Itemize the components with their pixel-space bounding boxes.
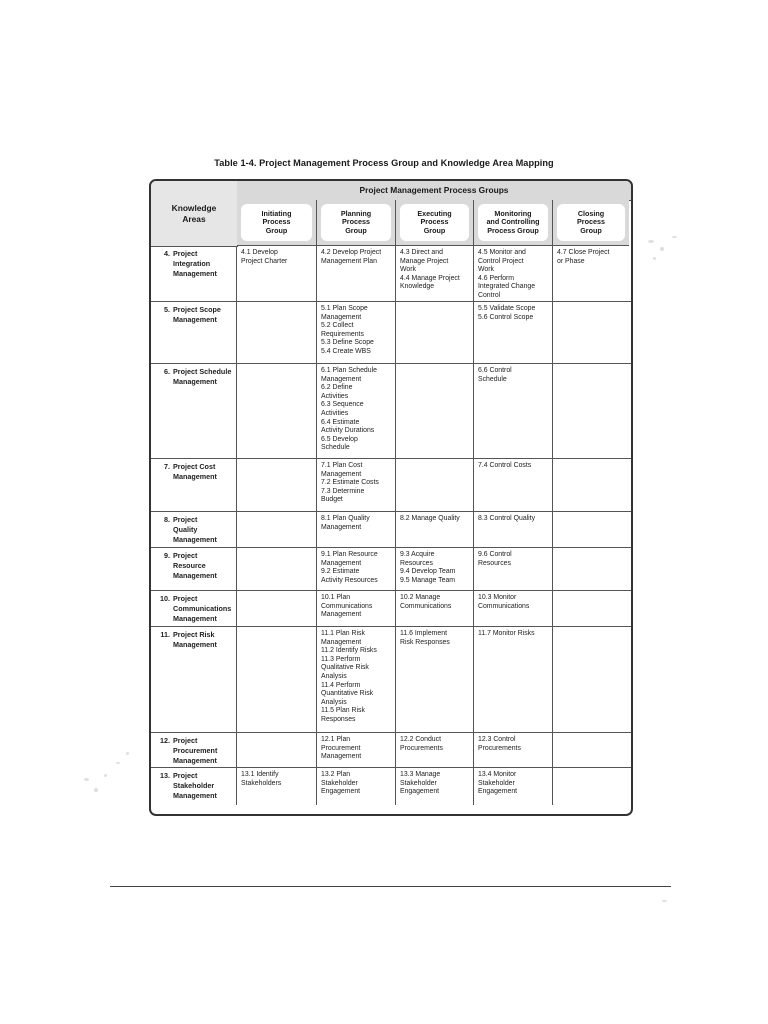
process-cell: 5.5 Validate Scope 5.6 Control Scope bbox=[474, 302, 553, 363]
process-cell: 12.2 Conduct Procurements bbox=[396, 733, 474, 767]
table-row bbox=[151, 364, 631, 459]
column-header-4 bbox=[474, 200, 553, 246]
process-cell bbox=[396, 364, 474, 458]
process-cell: 9.3 Acquire Resources 9.4 Develop Team 9.5 Manage Team bbox=[396, 548, 474, 590]
process-cell: 10.2 Manage Communications bbox=[396, 591, 474, 626]
knowledge-area-cell bbox=[151, 768, 237, 805]
knowledge-area-name: Project Schedule Management bbox=[173, 367, 232, 386]
knowledge-area-number: 7. bbox=[164, 462, 170, 471]
table-title: Table 1-4. Project Management Process Group and Knowledge Area Mapping bbox=[214, 158, 554, 168]
knowledge-area-name: Project Resource Management bbox=[173, 551, 217, 580]
process-cell bbox=[237, 302, 317, 363]
knowledge-area-cell bbox=[151, 459, 237, 511]
process-cell: 8.1 Plan Quality Management bbox=[317, 512, 396, 547]
knowledge-area-name: Project Stakeholder Management bbox=[173, 771, 217, 800]
table-row bbox=[151, 627, 631, 733]
process-cell bbox=[237, 512, 317, 547]
knowledge-areas-header: Knowledge Areas bbox=[151, 181, 238, 247]
process-cell: 13.1 Identify Stakeholders bbox=[237, 768, 317, 805]
knowledge-area-cell bbox=[151, 591, 237, 626]
table-row bbox=[151, 591, 631, 627]
process-cell: 7.4 Control Costs bbox=[474, 459, 553, 511]
knowledge-area-name: Project Integration Management bbox=[173, 249, 217, 278]
knowledge-area-name: Project Communications Management bbox=[173, 594, 232, 623]
process-cell: 8.2 Manage Quality bbox=[396, 512, 474, 547]
knowledge-area-name: Project Cost Management bbox=[173, 462, 217, 481]
process-cell bbox=[553, 459, 629, 511]
process-cell: 6.1 Plan Schedule Management 6.2 Define Activities 6.3 Sequence Activities 6.4 Estimate Activity Durations 6.5 Develop Schedule bbox=[317, 364, 396, 458]
knowledge-area-cell bbox=[151, 246, 237, 301]
knowledge-area-name: Project Scope Management bbox=[173, 305, 221, 324]
process-cell bbox=[553, 364, 629, 458]
knowledge-area-cell bbox=[151, 302, 237, 363]
knowledge-area-number: 11. bbox=[160, 630, 170, 639]
column-header-label: Initiating Process Group bbox=[241, 204, 312, 241]
process-cell: 4.2 Develop Project Management Plan bbox=[317, 246, 396, 301]
process-cell: 12.3 Control Procurements bbox=[474, 733, 553, 767]
process-cell: 8.3 Control Quality bbox=[474, 512, 553, 547]
knowledge-area-cell bbox=[151, 548, 237, 590]
process-cell: 10.3 Monitor Communications bbox=[474, 591, 553, 626]
column-header-3 bbox=[396, 200, 474, 246]
column-header-label: Executing Process Group bbox=[400, 204, 469, 241]
knowledge-area-number: 4. bbox=[164, 249, 170, 258]
process-cell: 12.1 Plan Procurement Management bbox=[317, 733, 396, 767]
process-cell: 5.1 Plan Scope Management 5.2 Collect Requirements 5.3 Define Scope 5.4 Create WBS bbox=[317, 302, 396, 363]
process-cell: 11.1 Plan Risk Management 11.2 Identify Risks 11.3 Perform Qualitative Risk Analysis 11.4 Perform Quantitative Risk Analysis 11.5 Plan Risk Responses bbox=[317, 627, 396, 732]
process-cell bbox=[396, 459, 474, 511]
column-header-1 bbox=[237, 200, 317, 246]
footer-rule bbox=[110, 886, 671, 887]
knowledge-area-cell bbox=[151, 627, 237, 732]
process-cell: 4.1 Develop Project Charter bbox=[237, 246, 317, 301]
table-row bbox=[151, 548, 631, 591]
column-header-2 bbox=[317, 200, 396, 246]
process-cell: 4.7 Close Project or Phase bbox=[557, 249, 610, 265]
mapping-table bbox=[149, 179, 633, 816]
column-header-label: Closing Process Group bbox=[557, 204, 625, 241]
knowledge-area-name: Project Risk Management bbox=[173, 630, 217, 649]
process-cell: 13.4 Monitor Stakeholder Engagement bbox=[474, 768, 553, 805]
column-header-label: Monitoring and Controlling Process Group bbox=[478, 204, 548, 241]
knowledge-area-cell bbox=[151, 364, 237, 458]
process-cell bbox=[553, 733, 629, 767]
table-row bbox=[151, 733, 631, 768]
column-header-label: Planning Process Group bbox=[321, 204, 391, 241]
process-cell: 11.7 Monitor Risks bbox=[474, 627, 553, 732]
table-row bbox=[151, 459, 631, 512]
table-row bbox=[151, 246, 631, 302]
process-cell bbox=[553, 627, 629, 732]
process-cell bbox=[553, 512, 629, 547]
table-row bbox=[151, 768, 631, 805]
process-cell bbox=[237, 548, 317, 590]
knowledge-area-number: 8. bbox=[164, 515, 170, 524]
process-cell: 9.6 Control Resources bbox=[474, 548, 553, 590]
process-cell: 11.6 Implement Risk Responses bbox=[396, 627, 474, 732]
knowledge-area-number: 5. bbox=[164, 305, 170, 314]
process-cell: 4.5 Monitor and Control Project Work 4.6 Perform Integrated Change Control bbox=[474, 246, 553, 301]
process-cell bbox=[237, 364, 317, 458]
process-cell: 7.1 Plan Cost Management 7.2 Estimate Costs 7.3 Determine Budget bbox=[317, 459, 396, 511]
process-cell bbox=[553, 768, 629, 805]
process-cell bbox=[237, 591, 317, 626]
knowledge-area-name: Project Procurement Management bbox=[173, 736, 218, 765]
knowledge-area-cell bbox=[151, 733, 237, 767]
process-cell: 9.1 Plan Resource Management 9.2 Estimate Activity Resources bbox=[317, 548, 396, 590]
process-cell bbox=[553, 591, 629, 626]
knowledge-area-number: 12. bbox=[160, 736, 170, 745]
process-cell: 10.1 Plan Communications Management bbox=[317, 591, 396, 626]
process-cell: 13.3 Manage Stakeholder Engagement bbox=[396, 768, 474, 805]
process-cell bbox=[237, 459, 317, 511]
process-cell bbox=[553, 302, 629, 363]
process-groups-header: Project Management Process Groups bbox=[237, 181, 631, 201]
process-cell: 13.2 Plan Stakeholder Engagement bbox=[317, 768, 396, 805]
knowledge-area-number: 13. bbox=[160, 771, 170, 780]
process-cell bbox=[237, 627, 317, 732]
knowledge-area-cell bbox=[151, 512, 237, 547]
table-row bbox=[151, 512, 631, 548]
knowledge-area-number: 6. bbox=[164, 367, 170, 376]
process-cell bbox=[553, 548, 629, 590]
process-cell bbox=[237, 733, 317, 767]
knowledge-area-number: 10. bbox=[160, 594, 170, 603]
process-cell: 6.6 Control Schedule bbox=[474, 364, 553, 458]
column-header-5 bbox=[553, 200, 629, 246]
knowledge-area-name: Project Quality Management bbox=[173, 515, 217, 544]
process-cell bbox=[396, 302, 474, 363]
process-cell: 4.3 Direct and Manage Project Work 4.4 Manage Project Knowledge bbox=[396, 246, 474, 301]
table-row bbox=[151, 302, 631, 364]
knowledge-area-number: 9. bbox=[164, 551, 170, 560]
